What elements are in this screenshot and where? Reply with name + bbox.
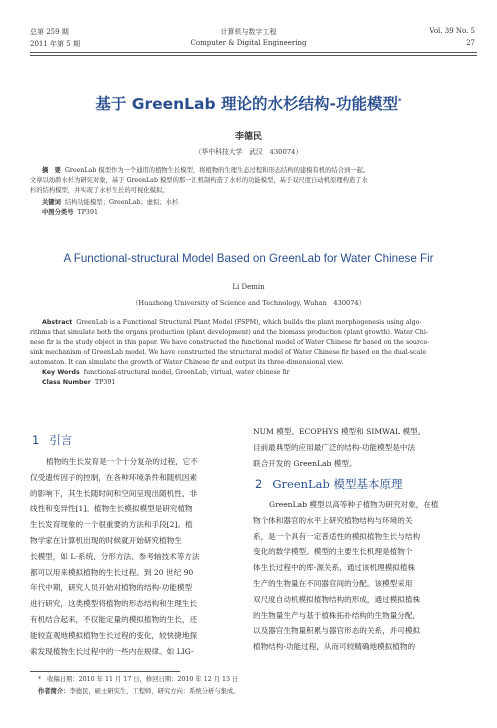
header-volume: Vol. 39 No. 5 [429, 27, 475, 35]
body-line: 变化的数学模型。模型的主要生长机理是植物个 [253, 547, 413, 557]
body-line: 以及器官生物量积累与器官形态的关系，并可模拟 [253, 626, 421, 636]
paper-title-cn: 基于 GreenLab 理论的水杉结构-功能模型* [95, 95, 402, 113]
body-line: 植物的生长发育是一个十分复杂的过程，它不 [46, 457, 198, 466]
footnote-star: * [38, 676, 42, 683]
header-journal-en: Computer & Digital Engineering [190, 39, 307, 47]
abstract-cn-line: 文章以幼龄水杉为研究对象，基于 GreenLab 模型的那一汇机制构造了水杉的功能模型，基于双尺度自动机原理构造了水 [30, 177, 368, 184]
abstract-en-line: nese fir is the study object in this paper. We have constructed the functional model of Water Chinese fir based on the source- [30, 339, 430, 346]
footnote-author-bio: 作者简介：李德民，硕士研究生，工程师，研究方向：系统分析与集成。 [38, 688, 240, 695]
body-line: 的影响下，其生长随时间和空间呈现出随机性、非 [30, 488, 198, 498]
abstract-en-label: Abstract [42, 319, 73, 326]
author-en: Li Demin [232, 283, 265, 291]
header-rule [30, 52, 477, 53]
header-page-number: 27 [466, 39, 475, 47]
body-line: 双尺度自动机模拟植物结构的形成，通过模拟植株 [253, 594, 421, 604]
paper-title-en: A Functional-structural Model Based on GreenLab for Water Chinese Fir [63, 252, 434, 265]
section-heading-greenlab [255, 476, 403, 492]
body-line: 能较直观地模拟植物生长过程的变化，较快捷地探 [30, 630, 198, 640]
body-line: 生产的生物量在不同器官间的分配。该模型采用 [253, 578, 413, 588]
body-line: 线性和变异性[1]。植物生长模拟模型是研究植物 [30, 504, 193, 514]
abstract-cn [30, 166, 470, 218]
keywords-cn: 关键词 结构功能模型；GreenLab；虚拟；水杉 [42, 199, 179, 206]
abstract-cn-label: 摘 要 [42, 167, 61, 174]
class-number-en: Class Number TP391 [42, 379, 116, 386]
keywords-cn-label: 关键词 [42, 199, 61, 206]
header-issue-total: 总第 259 期 [30, 28, 69, 36]
abstract-cn-line: 摘 要 GreenLab 模型作为一个通用的植物生长模型，将植物的生理生态过程和形态结构的建模有机的结合到一起。 [42, 167, 370, 174]
body-line: GreenLab 模型以高等种子植物为研究对象，在植 [269, 500, 439, 509]
body-line: 物个体和器官的水平上研究植物结构与环境的关 [253, 515, 413, 525]
body-line: 体生长过程中的库-源关系，通过该机理模拟植株 [253, 563, 416, 573]
abstract-en-line: Abstract GreenLab is a Functional Structural Plant Model (FSPM), which builds the plant morphogenesis using algo- [42, 319, 422, 326]
section-heading-introduction [32, 432, 72, 448]
abstract-en-line: rithms that simulate both the organs production (plant development) and the biomass production (plant growth). Water Chi- [30, 329, 428, 336]
title-footnote-mark: * [397, 96, 402, 105]
body-line: 仅受遗传因子的控制，在各种环境条件和随机因素 [30, 472, 198, 482]
section-number: 2 [255, 477, 263, 491]
header-journal-cn: 计算机与数字工程 [220, 28, 277, 36]
class-number-cn-label: 中图分类号 [42, 209, 74, 216]
keywords-en: Key Words functional-structural model, GreenLab, virtual, water chinese fir [42, 369, 290, 376]
body-line: 联合开发的 GreenLab 模型。 [253, 458, 357, 468]
footnote-rule [30, 671, 180, 672]
footnote-bio-label: 作者简介： [38, 688, 70, 695]
body-line: 有机结合起来，不仅能定量的模拟植物的生长，还 [30, 614, 198, 624]
footnote-received: * 收稿日期：2010 年 11 月 17 日，修回日期：2010 年 12 月 13 日 [38, 676, 239, 683]
body-line: NUM 模型、ECOPHYS 模型和 SIMWAL 模型。 [253, 427, 426, 436]
body-line: 物学家在计算机出现的时候就开始研究植物生 [30, 535, 182, 545]
introduction-body [30, 454, 242, 659]
abstract-en [30, 318, 470, 388]
class-number-en-label: Class Number [42, 379, 91, 386]
section-number: 1 [32, 433, 40, 447]
affiliation-cn: （华中科技大学 武汉 430074） [194, 148, 303, 156]
section-title: 引言 [49, 433, 73, 447]
header-issue-year: 2011 年第 5 期 [30, 40, 80, 48]
section-title: GreenLab 模型基本原理 [272, 477, 403, 491]
body-line: 的生物量生产与基于植株拓扑结构的生物量分配， [253, 610, 421, 620]
body-line: 索发现植物生长过程中的一些内在规律。如 LIG- [30, 646, 194, 656]
body-line: 植物结构-功能过程，从而可较精确地模拟植物的 [253, 642, 416, 652]
keywords-en-label: Key Words [42, 369, 80, 376]
abstract-en-line: sink mechanism of GreenLab model. We have constructed the structural model of Water Chinese fir based on the dual-scale [30, 349, 427, 356]
affiliation-en: （Huazhong University of Science and Technology, Wuhan 430074） [131, 299, 366, 307]
class-number-cn: 中图分类号 TP391 [42, 209, 98, 216]
body-line: 目前最典型的应用最广泛的结构-功能模型是中法 [253, 442, 416, 452]
body-line: 都可以用来模拟植物的生长过程。到 20 世纪 90 [30, 567, 194, 577]
body-line: 长模型，如 L-系统、分形方法、参考轴技术等方法 [30, 551, 200, 561]
body-line: 年代中期，研究人员开始对植物的结构-功能模型 [30, 583, 193, 593]
header-rule-thin [30, 55, 477, 56]
greenlab-body [253, 497, 467, 655]
body-line: 进行研究，这类模型将植物的形态结构和生理生长 [30, 599, 198, 609]
abstract-cn-line: 杉的结构模型，并实现了水杉生长的可视化模拟。 [30, 187, 169, 194]
abstract-en-line: automaton. It can simulate the growth of Water Chinese fir and output its three-dimensional view. [30, 359, 344, 366]
right-column-top [253, 424, 467, 471]
body-line: 系，是一个具有一定普适性的模拟植物生长与结构 [253, 531, 421, 541]
body-line: 生长发育现象的一个很重要的方法和手段[2]。植 [30, 520, 193, 530]
author-cn: 李德民 [234, 132, 262, 142]
footnote [30, 675, 470, 697]
